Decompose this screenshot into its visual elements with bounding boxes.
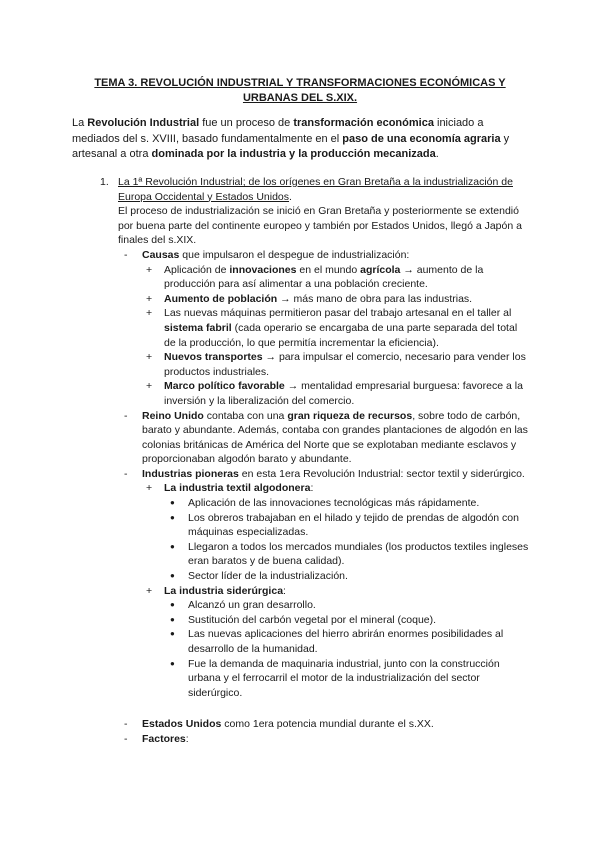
bold-run: Nuevos transportes xyxy=(164,351,263,364)
dot-marker: ● xyxy=(170,541,175,551)
section-1-heading xyxy=(118,175,530,204)
pioneers-head xyxy=(142,467,530,482)
steel-item-text: Las nuevas aplicaciones del hierro abrirán enormes posibilidades al desarrollo de la humanidad. xyxy=(188,628,504,655)
dot-marker: ● xyxy=(170,658,175,668)
bold-run: innovaciones xyxy=(229,263,297,276)
cause-text xyxy=(164,350,530,379)
uk-block xyxy=(124,409,530,467)
text-run: , sobre todo de carbón, barato y abundante. Además, contaba con grandes plantaciones de algodón en las colonias británicas de América del Norte que se explotaban mediante esclavos y proporcionaban algodón barato y abundante. xyxy=(142,409,528,466)
bold-run: Industrias pioneras xyxy=(142,467,239,480)
dot-marker: ● xyxy=(170,614,175,624)
bold-run: agrícola xyxy=(360,263,401,276)
dash-marker: - xyxy=(124,409,128,422)
document-title: TEMA 3. REVOLUCIÓN INDUSTRIAL Y TRANSFORMACIONES ECONÓMICAS Y URBANAS DEL S.XIX. xyxy=(94,77,506,104)
textile-item xyxy=(170,569,530,584)
spacer xyxy=(118,700,530,717)
dot-marker: ● xyxy=(170,512,175,522)
usa-block xyxy=(124,717,530,732)
textile-item xyxy=(170,511,530,540)
plus-marker: + xyxy=(146,351,153,364)
cause-item xyxy=(146,263,530,292)
cause-text xyxy=(164,292,530,307)
dash-marker: - xyxy=(124,467,128,480)
text-run: como 1era potencia mundial durante el s.XX. xyxy=(221,718,434,731)
cause-text xyxy=(164,306,530,350)
bold-run: Revolución Industrial xyxy=(87,117,200,129)
textile-title-line xyxy=(164,481,530,496)
plus-marker: + xyxy=(146,263,153,276)
text-run: en esta 1era Revolución Industrial: sector textil y siderúrgico. xyxy=(238,467,525,480)
causes-block xyxy=(124,248,530,409)
bold-run: paso de una economía agraria xyxy=(342,132,501,145)
plus-marker: + xyxy=(146,380,153,393)
dot-marker: ● xyxy=(170,498,175,508)
textile-list xyxy=(170,496,530,584)
text-run: La xyxy=(72,117,88,129)
steel-colon: : xyxy=(283,584,286,597)
text-run: (cada operario se encargaba de una parte separada del total de la producción, lo que permitía incrementar la eficiencia). xyxy=(164,321,518,349)
cause-item xyxy=(146,350,530,379)
steel-item xyxy=(170,627,530,656)
section-1-text: El proceso de industrialización se inició en Gran Bretaña y posteriormente se extendió por buena parte del continente europeo y también por Estados Unidos, llegó a Japón a finales del s.XIX. xyxy=(118,205,522,247)
causes-head xyxy=(142,248,530,263)
bold-run: Causas xyxy=(142,248,180,261)
steel-item xyxy=(170,598,530,613)
section-1-title-end: . xyxy=(289,190,292,203)
pioneers-block xyxy=(124,467,530,701)
bold-run: sistema fabril xyxy=(164,321,232,334)
text-run: → aumento de la producción para así alimentar a una población creciente. xyxy=(164,263,484,291)
bold-run: Aumento de población xyxy=(164,292,278,305)
cause-item xyxy=(146,379,530,408)
text-run: iniciado a mediados del s. XVIII, basado fundamentalmente en el xyxy=(72,117,484,145)
plus-marker: + xyxy=(146,482,153,495)
text-run: contaba con una xyxy=(203,409,288,422)
text-run: : xyxy=(185,732,189,745)
steel-title: La industria siderúrgica xyxy=(164,584,284,597)
plus-marker: + xyxy=(146,307,153,320)
text-run: → para impulsar el comercio, necesario para vender los productos industriales. xyxy=(164,351,526,378)
steel-item xyxy=(170,657,530,701)
textile-item-text: Aplicación de las innovaciones tecnológicas más rápidamente. xyxy=(188,497,480,510)
steel-list xyxy=(170,598,530,700)
bold-run: gran riqueza de recursos xyxy=(287,409,413,422)
steel-item-text: Fue la demanda de maquinaria industrial, junto con la construcción urbana y el ferrocarril el motor de la industrialización del sector siderúrgico. xyxy=(188,657,500,699)
text-run: en el mundo xyxy=(296,263,361,276)
factors-block xyxy=(124,732,530,747)
textile-item-text: Llegaron a todos los mercados mundiales (los productos textiles ingleses eran baratos y de buena calidad). xyxy=(188,540,529,568)
steel-item-text: Sustitución del carbón vegetal por el mineral (coque). xyxy=(188,613,437,626)
cause-item xyxy=(146,306,530,350)
bold-run: Factores xyxy=(142,732,186,745)
text-run: . xyxy=(435,148,439,160)
uk-text xyxy=(142,409,530,467)
text-run: que impulsaron el despegue de industrialización: xyxy=(179,248,410,261)
steel-item-text: Alcanzó un gran desarrollo. xyxy=(188,599,316,612)
bold-run: Estados Unidos xyxy=(142,718,222,731)
section-1 xyxy=(100,175,530,747)
bold-run: Reino Unido xyxy=(142,409,204,422)
section-1-title: La 1ª Revolución Industrial; de los orígenes en Gran Bretaña a la industrialización de Europa Occidental y Estados Unidos xyxy=(118,176,513,203)
dash-marker: - xyxy=(124,248,128,261)
textile-item-text: Sector líder de la industrialización. xyxy=(188,570,348,583)
text-run: Aplicación de xyxy=(164,263,230,276)
dot-marker: ● xyxy=(170,629,175,639)
textile-item-text: Los obreros trabajaban en el hilado y tejido de prendas de algodón con máquinas especializadas. xyxy=(188,511,519,539)
textile-item xyxy=(170,540,530,569)
cause-item xyxy=(146,292,530,307)
causes-list xyxy=(146,263,530,409)
bold-run: Marco político favorable xyxy=(164,380,285,393)
textile-item xyxy=(170,496,530,511)
usa-text xyxy=(142,717,530,732)
text-run: y artesanal a otra xyxy=(72,132,510,160)
plus-marker: + xyxy=(146,584,153,597)
section-1-number: 1. xyxy=(100,176,109,188)
dash-marker: - xyxy=(124,732,128,745)
text-run: fue un proceso de xyxy=(199,117,294,129)
bold-run: dominada por la industria y la producción mecanizada xyxy=(151,148,436,160)
cause-text xyxy=(164,263,530,292)
text-run: → más mano de obra para las industrias. xyxy=(277,292,473,305)
dot-marker: ● xyxy=(170,600,175,610)
bold-run: transformación económica xyxy=(293,117,434,129)
text-run: Las nuevas máquinas permitieron pasar del trabajo artesanal en el taller al xyxy=(164,307,512,320)
cause-text xyxy=(164,379,530,408)
intro-paragraph xyxy=(72,116,530,163)
textile-block xyxy=(146,481,530,583)
dash-marker: - xyxy=(124,718,128,731)
plus-marker: + xyxy=(146,292,153,305)
text-run: → mentalidad empresarial burguesa: favorece a la inversión y la liberalización del comercio. xyxy=(164,380,523,407)
dot-marker: ● xyxy=(170,571,175,581)
factors-text xyxy=(142,732,530,747)
textile-title: La industria textil algodonera xyxy=(164,482,311,495)
steel-block xyxy=(146,584,530,701)
steel-title-line xyxy=(164,584,530,599)
steel-item xyxy=(170,613,530,628)
textile-colon: : xyxy=(310,482,314,495)
